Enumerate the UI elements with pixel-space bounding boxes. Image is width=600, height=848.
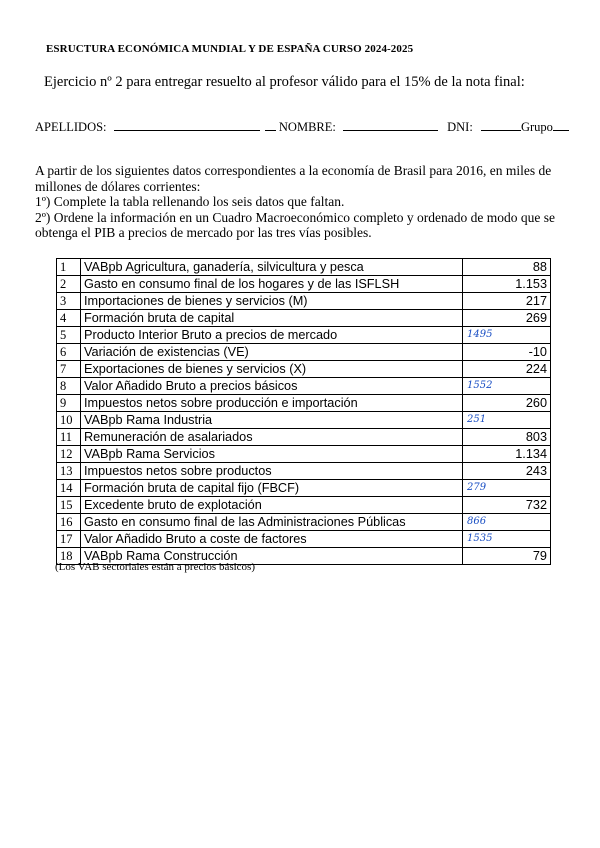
handwritten-value: 251 <box>463 412 551 429</box>
dni-field[interactable] <box>481 119 521 131</box>
table-row <box>57 429 551 446</box>
row-description: Gasto en consumo final de las Administraciones Públicas <box>81 514 463 531</box>
row-number: 14 <box>57 480 81 497</box>
table-body <box>57 259 551 565</box>
table-row <box>57 344 551 361</box>
row-number: 2 <box>57 276 81 293</box>
row-number: 1 <box>57 259 81 276</box>
row-description: VABpb Rama Servicios <box>81 446 463 463</box>
row-description: Importaciones de bienes y servicios (M) <box>81 293 463 310</box>
row-value: 79 <box>463 548 551 565</box>
row-value: 1.153 <box>463 276 551 293</box>
table-row <box>57 412 551 429</box>
nombre-field[interactable] <box>343 119 438 131</box>
macro-data-table <box>56 258 551 565</box>
row-value: -10 <box>463 344 551 361</box>
row-number: 7 <box>57 361 81 378</box>
row-number: 5 <box>57 327 81 344</box>
table-note: (Los VAB sectoriales están a precios básicos) <box>55 561 255 573</box>
row-value: 243 <box>463 463 551 480</box>
row-description: Valor Añadido Bruto a coste de factores <box>81 531 463 548</box>
instructions <box>35 163 570 241</box>
handwritten-value: 1535 <box>463 531 551 548</box>
intro-text: A partir de los siguientes datos correspondientes a la economía de Brasil para 2016, en miles de millones de dólares corrientes: <box>35 163 552 194</box>
row-number: 4 <box>57 310 81 327</box>
exercise-subtitle: Ejercicio nº 2 para entregar resuelto al profesor válido para el 15% de la nota final: <box>44 74 525 90</box>
row-description: Formación bruta de capital <box>81 310 463 327</box>
dni-label: DNI: <box>447 120 473 134</box>
table-row <box>57 463 551 480</box>
row-description: Excedente bruto de explotación <box>81 497 463 514</box>
row-description: VABpb Rama Construcción <box>81 548 463 565</box>
row-number: 3 <box>57 293 81 310</box>
row-description: Variación de existencias (VE) <box>81 344 463 361</box>
row-value: 260 <box>463 395 551 412</box>
row-description: Producto Interior Bruto a precios de mercado <box>81 327 463 344</box>
row-value: 269 <box>463 310 551 327</box>
row-value: 217 <box>463 293 551 310</box>
row-description: Formación bruta de capital fijo (FBCF) <box>81 480 463 497</box>
row-description: Impuestos netos sobre producción e importación <box>81 395 463 412</box>
row-value: 803 <box>463 429 551 446</box>
table-row <box>57 497 551 514</box>
apellidos-field[interactable] <box>114 119 260 131</box>
row-value: 224 <box>463 361 551 378</box>
handwritten-value: 866 <box>463 514 551 531</box>
row-description: Valor Añadido Bruto a precios básicos <box>81 378 463 395</box>
row-description: VABpb Rama Industria <box>81 412 463 429</box>
apellidos-field-gap <box>265 119 276 131</box>
table-row <box>57 310 551 327</box>
row-number: 11 <box>57 429 81 446</box>
table-row <box>57 276 551 293</box>
document-title: ESRUCTURA ECONÓMICA MUNDIAL Y DE ESPAÑA CURSO 2024-2025 <box>46 43 414 55</box>
table-row <box>57 446 551 463</box>
table-row <box>57 531 551 548</box>
row-value: 732 <box>463 497 551 514</box>
row-number: 16 <box>57 514 81 531</box>
step-1: 1º) Complete la tabla rellenando los seis datos que faltan. <box>35 194 345 209</box>
table-row <box>57 293 551 310</box>
table-row <box>57 259 551 276</box>
handwritten-value: 1552 <box>463 378 551 395</box>
row-number: 15 <box>57 497 81 514</box>
handwritten-value: 279 <box>463 480 551 497</box>
row-number: 17 <box>57 531 81 548</box>
row-description: VABpb Agricultura, ganadería, silvicultura y pesca <box>81 259 463 276</box>
row-number: 10 <box>57 412 81 429</box>
table-row <box>57 514 551 531</box>
nombre-label: NOMBRE: <box>278 120 336 134</box>
apellidos-label: APELLIDOS: <box>35 120 107 134</box>
row-value: 1.134 <box>463 446 551 463</box>
step-2: 2º) Ordene la información en un Cuadro Macroeconómico completo y ordenado de modo que se obtenga el PIB a precios de mercado por las tres vías posibles. <box>35 209 556 240</box>
row-number: 6 <box>57 344 81 361</box>
handwritten-value: 1495 <box>463 327 551 344</box>
row-description: Impuestos netos sobre productos <box>81 463 463 480</box>
row-value: 88 <box>463 259 551 276</box>
row-number: 13 <box>57 463 81 480</box>
grupo-field[interactable] <box>553 119 569 131</box>
row-number: 12 <box>57 446 81 463</box>
row-number: 9 <box>57 395 81 412</box>
row-description: Gasto en consumo final de los hogares y de las ISFLSH <box>81 276 463 293</box>
table-row <box>57 327 551 344</box>
row-number: 8 <box>57 378 81 395</box>
table-row <box>57 378 551 395</box>
student-id-line <box>35 119 569 135</box>
row-description: Remuneración de asalariados <box>81 429 463 446</box>
table-row <box>57 395 551 412</box>
grupo-label: Grupo <box>520 120 553 134</box>
row-number: 18 <box>57 548 81 565</box>
table-row <box>57 361 551 378</box>
row-description: Exportaciones de bienes y servicios (X) <box>81 361 463 378</box>
table-row <box>57 480 551 497</box>
